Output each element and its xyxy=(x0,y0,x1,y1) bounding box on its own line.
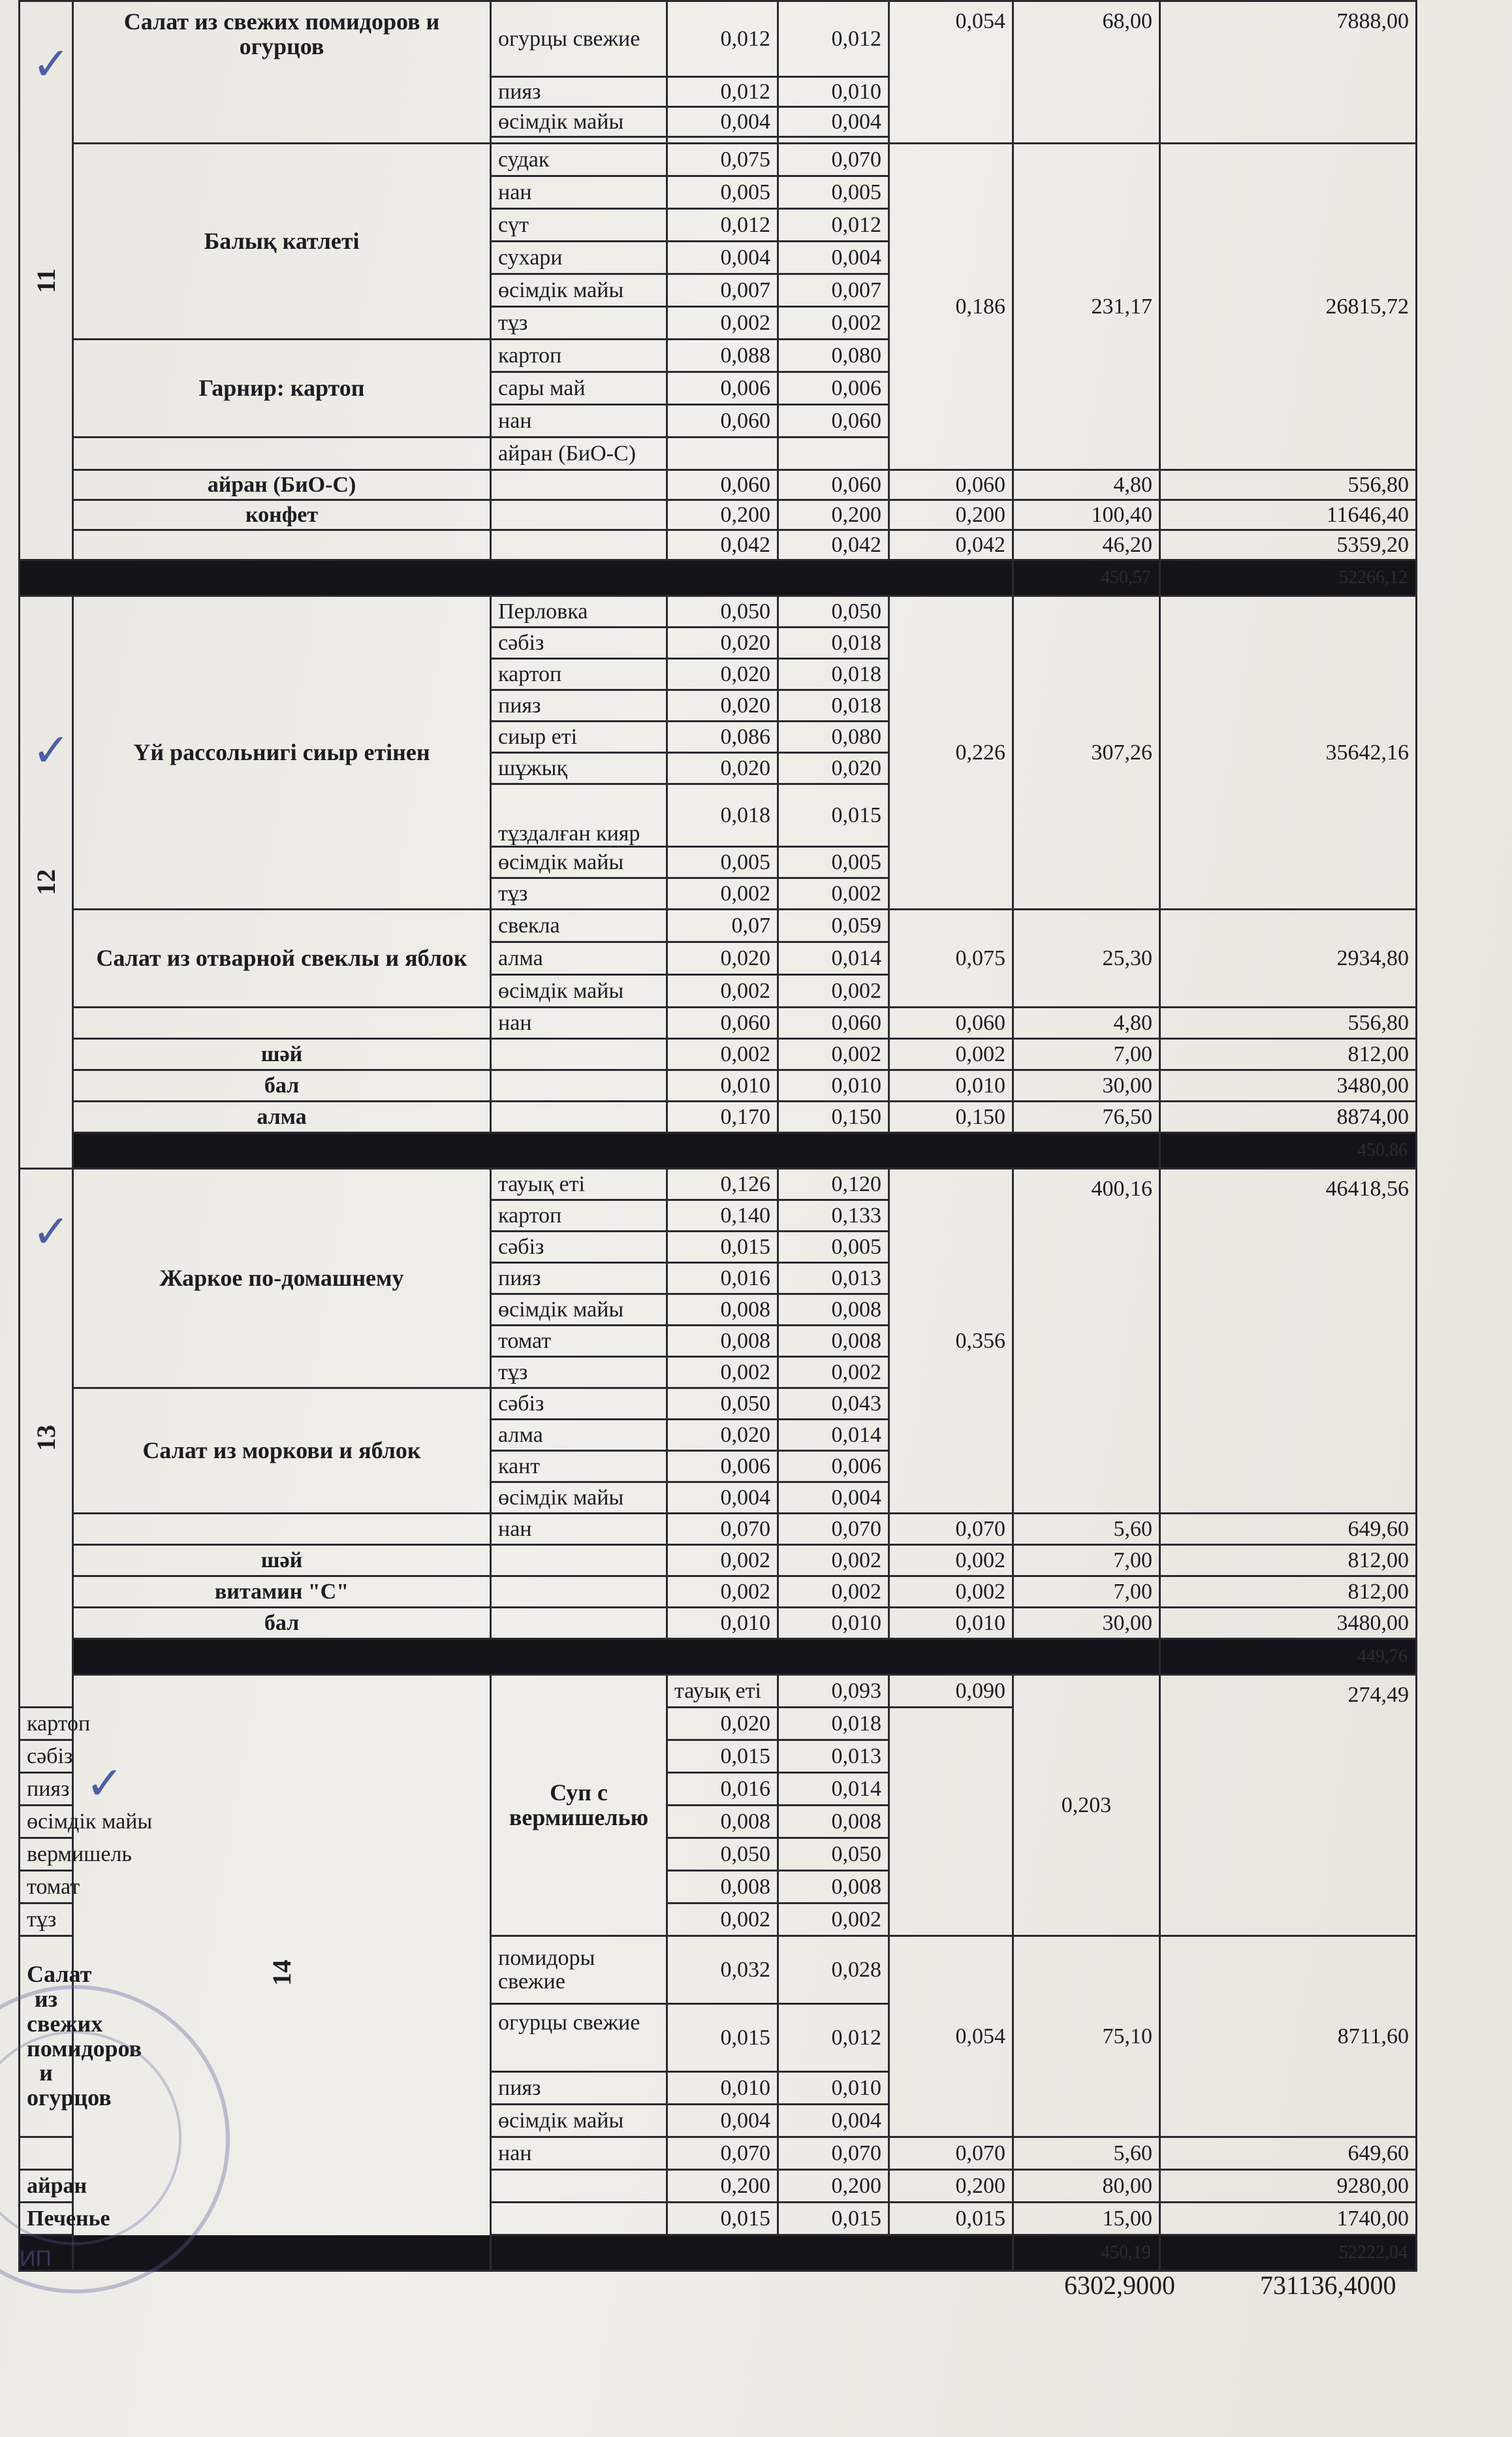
portion-cell: 0,002 xyxy=(889,1039,1013,1070)
netto-cell: 0,002 xyxy=(778,1903,889,1936)
sum-cell: 812,00 xyxy=(1160,1576,1417,1608)
ingredient-name: томат xyxy=(491,1326,667,1357)
ingredient-name: нан xyxy=(491,1514,667,1545)
netto-cell: 0,060 xyxy=(778,1008,889,1039)
netto-cell: 0,010 xyxy=(778,1070,889,1102)
sum-cell: 7888,00 xyxy=(1160,1,1417,144)
portion-cell: 0,203 xyxy=(1013,1675,1160,1936)
brutto-cell: 0,010 xyxy=(667,1070,778,1102)
portion-cell: 0,226 xyxy=(889,596,1013,910)
netto-cell: 0,012 xyxy=(778,1,889,77)
netto-cell: 0,018 xyxy=(778,628,889,659)
portion-cell: 0,015 xyxy=(889,2203,1013,2235)
price-cell: 5,60 xyxy=(1013,1514,1160,1545)
ingredient-name: сәбіз xyxy=(491,1388,667,1420)
price-cell: 100,40 xyxy=(1013,500,1160,530)
dish-name: Печенье xyxy=(20,2203,73,2235)
netto-cell: 0,012 xyxy=(778,2004,889,2072)
ingredient-name: пияз xyxy=(20,1773,73,1806)
brutto-cell: 0,008 xyxy=(667,1294,778,1326)
netto-cell: 0,059 xyxy=(778,910,889,942)
brutto-cell: 0,07 xyxy=(667,910,778,942)
portion-cell: 0,200 xyxy=(889,500,1013,530)
brutto-cell: 0,018 xyxy=(667,784,778,847)
day-subtotal: 52222,04 xyxy=(1160,2235,1417,2271)
ingredient-name: нан xyxy=(491,2137,667,2170)
brutto-cell: 0,050 xyxy=(667,1838,778,1871)
brutto-cell: 0,032 xyxy=(667,1936,778,2004)
ingredient-name: картоп xyxy=(491,659,667,690)
day-cell: ✓ 14 xyxy=(73,1675,491,2271)
brutto-cell: 0,016 xyxy=(667,1263,778,1294)
portion-cell: 0,070 xyxy=(889,1514,1013,1545)
dish-name: Балық катлеті xyxy=(73,144,491,340)
price-cell: 7,00 xyxy=(1013,1545,1160,1576)
brutto-cell: 0,008 xyxy=(667,1806,778,1838)
netto-cell: 0,014 xyxy=(778,942,889,975)
ingredient-name: алма xyxy=(491,942,667,975)
day-cell: ✓ 11 xyxy=(20,1,73,560)
ingredient-name: судак xyxy=(491,144,667,176)
brutto-cell: 0,060 xyxy=(667,1008,778,1039)
ingredient-name: сәбіз xyxy=(491,628,667,659)
price-cell: 76,50 xyxy=(1013,1102,1160,1133)
netto-cell: 0,002 xyxy=(778,1545,889,1576)
ingredient-name: өсімдік майы xyxy=(491,2105,667,2137)
netto-cell: 0,080 xyxy=(778,340,889,372)
netto-cell: 0,006 xyxy=(778,372,889,405)
price-cell: 4,80 xyxy=(1013,470,1160,500)
day-subtotal: 52266,12 xyxy=(1160,560,1417,596)
brutto-cell: 0,016 xyxy=(667,1773,778,1806)
ingredient-name: огурцы свежие xyxy=(491,2004,667,2072)
sum-cell: 2934,80 xyxy=(1160,910,1417,1008)
price-cell: 5,60 xyxy=(1013,2137,1160,2170)
netto-cell: 0,010 xyxy=(778,2072,889,2105)
brutto-cell: 0,012 xyxy=(667,1,778,77)
netto-cell: 0,002 xyxy=(778,1039,889,1070)
grand-total-sum: 731136,4000 xyxy=(1260,2270,1396,2300)
brutto-cell: 0,060 xyxy=(667,405,778,438)
brutto-cell: 0,004 xyxy=(667,2105,778,2137)
netto-cell: 0,200 xyxy=(778,500,889,530)
brutto-cell: 0,200 xyxy=(667,500,778,530)
brutto-cell: 0,004 xyxy=(667,242,778,274)
sum-cell: 812,00 xyxy=(1160,1545,1417,1576)
netto-cell: 0,002 xyxy=(778,975,889,1008)
price-cell: 75,10 xyxy=(1013,1936,1160,2137)
sum-cell: 11646,40 xyxy=(1160,500,1417,530)
netto-cell: 0,080 xyxy=(778,722,889,753)
netto-cell: 0,004 xyxy=(778,2105,889,2137)
portion-cell: 0,010 xyxy=(889,1070,1013,1102)
brutto-cell: 0,020 xyxy=(667,753,778,784)
ingredient-name: өсімдік майы xyxy=(491,847,667,878)
ingredient-name: тауық еті xyxy=(491,1169,667,1200)
brutto-cell: 0,010 xyxy=(667,2072,778,2105)
sum-cell: 9280,00 xyxy=(1160,2170,1417,2203)
netto-cell: 0,018 xyxy=(778,690,889,722)
netto-cell: 0,005 xyxy=(778,847,889,878)
ingredient-name: тұз xyxy=(491,307,667,340)
dish-name: Үй рассольнигі сиыр етінен xyxy=(73,596,491,910)
netto-cell: 0,002 xyxy=(778,307,889,340)
portion-cell: 0,070 xyxy=(889,2137,1013,2170)
ingredient-name: тауық еті xyxy=(667,1675,778,1708)
netto-cell: 0,015 xyxy=(778,2203,889,2235)
price-cell: 68,00 xyxy=(1013,1,1160,144)
sum-cell: 8711,60 xyxy=(1160,1936,1417,2137)
brutto-cell: 0,050 xyxy=(667,596,778,628)
netto-cell: 0,004 xyxy=(778,107,889,137)
portion-cell: 0,356 xyxy=(889,1169,1013,1514)
ingredient-name: кант xyxy=(491,1451,667,1482)
brutto-cell: 0,126 xyxy=(667,1169,778,1200)
brutto-cell: 0,012 xyxy=(667,77,778,107)
brutto-cell: 0,015 xyxy=(667,1740,778,1773)
netto-cell: 0,042 xyxy=(778,530,889,560)
portion-cell: 0,010 xyxy=(889,1608,1013,1639)
ingredient-name: тұз xyxy=(491,1357,667,1388)
sum-cell: 8874,00 xyxy=(1160,1102,1417,1133)
dish-name: бал xyxy=(73,1070,491,1102)
brutto-cell: 0,002 xyxy=(667,307,778,340)
ingredient-name: сухари xyxy=(491,242,667,274)
brutto-cell: 0,086 xyxy=(667,722,778,753)
ingredient-name: картоп xyxy=(491,1200,667,1232)
dish-name: Жаркое по-домашнему xyxy=(73,1169,491,1388)
brutto-cell: 0,020 xyxy=(667,1420,778,1451)
portion-cell: 0,054 xyxy=(889,1936,1013,2137)
stamp-text: ИП xyxy=(20,2246,52,2271)
price-cell: 7,00 xyxy=(1013,1576,1160,1608)
price-cell: 46,20 xyxy=(1013,530,1160,560)
dish-name: Салат из отварной свеклы и яблок xyxy=(73,910,491,1008)
ingredient-name: айран (БиО-С) xyxy=(491,438,667,470)
sum-cell: 649,60 xyxy=(1160,1514,1417,1545)
netto-cell: 0,150 xyxy=(778,1102,889,1133)
sum-cell: 46418,56 xyxy=(1160,1169,1417,1514)
netto-cell: 0,005 xyxy=(778,1232,889,1263)
sum-cell: 3480,00 xyxy=(1160,1070,1417,1102)
brutto-cell xyxy=(667,438,778,470)
portion-cell: 0,200 xyxy=(889,2170,1013,2203)
ingredient-name: нан xyxy=(491,405,667,438)
ingredient-name: пияз xyxy=(491,2072,667,2105)
brutto-cell: 0,002 xyxy=(667,1903,778,1936)
ingredient-name: сары май xyxy=(491,372,667,405)
ingredient-name: тұз xyxy=(491,878,667,910)
ingredient-name: өсімдік майы xyxy=(491,107,667,137)
sum-cell: 1740,00 xyxy=(1160,2203,1417,2235)
netto-cell: 0,007 xyxy=(778,274,889,307)
portion-cell: 0,002 xyxy=(889,1545,1013,1576)
brutto-cell: 0,020 xyxy=(667,690,778,722)
brutto-cell: 0,008 xyxy=(667,1326,778,1357)
brutto-cell: 0,020 xyxy=(667,1708,778,1740)
netto-cell: 0,028 xyxy=(778,1936,889,2004)
netto-cell: 0,008 xyxy=(778,1871,889,1903)
brutto-cell: 0,008 xyxy=(667,1871,778,1903)
ingredient-name: Перловка xyxy=(491,596,667,628)
brutto-cell: 0,006 xyxy=(667,1451,778,1482)
price-cell: 30,00 xyxy=(1013,1070,1160,1102)
netto-cell: 0,012 xyxy=(778,209,889,242)
netto-cell: 0,020 xyxy=(778,753,889,784)
price-cell: 274,49 xyxy=(1160,1675,1417,1936)
dish-name: алма xyxy=(73,1102,491,1133)
brutto-cell: 0,015 xyxy=(667,1232,778,1263)
netto-cell: 0,050 xyxy=(778,596,889,628)
netto-cell: 0,002 xyxy=(778,878,889,910)
price-cell: 231,17 xyxy=(1013,144,1160,470)
sum-cell: 35642,16 xyxy=(1160,596,1417,910)
brutto-cell: 0,002 xyxy=(667,975,778,1008)
ingredient-name: өсімдік майы xyxy=(491,274,667,307)
netto-cell: 0,008 xyxy=(778,1326,889,1357)
brutto-cell: 0,020 xyxy=(667,659,778,690)
portion-cell: 0,054 xyxy=(889,1,1013,144)
netto-cell: 0,013 xyxy=(778,1740,889,1773)
portion-cell: 0,075 xyxy=(889,910,1013,1008)
dish-name: Суп с вермишелью xyxy=(491,1675,667,1936)
netto-cell: 0,005 xyxy=(778,176,889,209)
grand-total-price: 6302,9000 xyxy=(1064,2270,1175,2300)
ingredient-name: огурцы свежие xyxy=(491,1,667,77)
checkmark-icon: ✓ xyxy=(86,1759,124,1809)
ingredient-name: өсімдік майы xyxy=(491,975,667,1008)
ingredient-name: нан xyxy=(491,176,667,209)
netto-cell: 0,008 xyxy=(778,1806,889,1838)
ingredient-name: пияз xyxy=(491,1263,667,1294)
checkmark-icon: ✓ xyxy=(32,40,71,90)
sum-cell: 556,80 xyxy=(1160,1008,1417,1039)
netto-cell: 0,120 xyxy=(778,1169,889,1200)
ingredient-name: сиыр еті xyxy=(491,722,667,753)
ingredient-name: шұжық xyxy=(491,753,667,784)
price-cell: 30,00 xyxy=(1013,1608,1160,1639)
brutto-cell: 0,015 xyxy=(667,2004,778,2072)
brutto-cell: 0,042 xyxy=(667,530,778,560)
ingredient-name: сәбіз xyxy=(20,1740,73,1773)
portion-cell: 0,002 xyxy=(889,1576,1013,1608)
portion-cell: 0,186 xyxy=(889,144,1013,470)
dish-name: айран xyxy=(20,2170,73,2203)
brutto-cell: 0,010 xyxy=(667,1608,778,1639)
dish-name: Гарнир: картоп xyxy=(73,340,491,438)
dish-name: витамин "С" xyxy=(73,1576,491,1608)
netto-cell: 0,014 xyxy=(778,1773,889,1806)
price-cell: 307,26 xyxy=(1013,596,1160,910)
price-cell: 7,00 xyxy=(1013,1039,1160,1070)
netto-cell: 0,070 xyxy=(778,144,889,176)
ingredient-name: томат xyxy=(20,1871,73,1903)
netto-cell: 0,008 xyxy=(778,1294,889,1326)
brutto-cell: 0,004 xyxy=(667,1482,778,1514)
netto-cell: 0,006 xyxy=(778,1451,889,1482)
ingredient-name: свекла xyxy=(491,910,667,942)
brutto-cell: 0,060 xyxy=(667,470,778,500)
dish-name: айран (БиО-С) xyxy=(73,470,491,500)
netto-cell: 0,043 xyxy=(778,1388,889,1420)
netto-cell: 0,070 xyxy=(778,1514,889,1545)
day-cell: ✓ 13 xyxy=(20,1169,73,1708)
netto-cell: 0,010 xyxy=(778,1608,889,1639)
ingredient-name: алма xyxy=(491,1420,667,1451)
ingredient-name: помидоры свежие xyxy=(491,1936,667,2004)
netto-cell: 0,070 xyxy=(778,2137,889,2170)
netto-cell: 0,133 xyxy=(778,1200,889,1232)
day-subtotal: 450,57 xyxy=(1013,560,1160,596)
brutto-cell: 0,075 xyxy=(667,144,778,176)
ingredient-name: тұз xyxy=(20,1903,73,1936)
ingredient-name: вермишель xyxy=(20,1838,73,1871)
brutto-cell: 0,005 xyxy=(667,847,778,878)
day-subtotal: 450,19 xyxy=(1013,2235,1160,2271)
netto-cell: 0,018 xyxy=(778,1708,889,1740)
ingredient-name: картоп xyxy=(20,1708,73,1740)
brutto-cell: 0,002 xyxy=(667,1576,778,1608)
brutto-cell: 0,020 xyxy=(667,942,778,975)
brutto-cell: 0,093 xyxy=(778,1675,889,1708)
portion-cell: 0,060 xyxy=(889,1008,1013,1039)
sum-cell: 3480,00 xyxy=(1160,1608,1417,1639)
dish-name: Салат из свежих помидоров и огурцов xyxy=(20,1936,73,2137)
brutto-cell: 0,020 xyxy=(667,628,778,659)
netto-cell: 0,060 xyxy=(778,405,889,438)
dish-name: Салат из моркови и яблок xyxy=(73,1388,491,1514)
brutto-cell: 0,005 xyxy=(667,176,778,209)
sum-cell: 5359,20 xyxy=(1160,530,1417,560)
netto-cell: 0,014 xyxy=(778,1420,889,1451)
brutto-cell: 0,015 xyxy=(667,2203,778,2235)
price-cell: 80,00 xyxy=(1013,2170,1160,2203)
portion-cell: 0,060 xyxy=(889,470,1013,500)
brutto-cell: 0,070 xyxy=(667,1514,778,1545)
netto-cell: 0,002 xyxy=(778,1576,889,1608)
day-cell: ✓ 12 xyxy=(20,596,73,1169)
day-subtotal: 449,76 xyxy=(1160,1639,1417,1675)
price-cell: 4,80 xyxy=(1013,1008,1160,1039)
brutto-cell: 0,170 xyxy=(667,1102,778,1133)
sum-cell: 812,00 xyxy=(1160,1039,1417,1070)
netto-cell: 0,013 xyxy=(778,1263,889,1294)
ingredient-name: пияз xyxy=(491,77,667,107)
brutto-cell: 0,007 xyxy=(667,274,778,307)
price-cell: 25,30 xyxy=(1013,910,1160,1008)
sum-cell: 649,60 xyxy=(1160,2137,1417,2170)
ingredient-name: сүт xyxy=(491,209,667,242)
ingredient-name: өсімдік майы xyxy=(20,1806,73,1838)
netto-cell: 0,002 xyxy=(778,1357,889,1388)
brutto-cell: 0,070 xyxy=(667,2137,778,2170)
netto-cell: 0,015 xyxy=(778,784,889,847)
ingredient-name: картоп xyxy=(491,340,667,372)
brutto-cell: 0,200 xyxy=(667,2170,778,2203)
ingredient-name: тұздалған кияр xyxy=(491,784,667,847)
brutto-cell: 0,002 xyxy=(667,878,778,910)
dish-name: бал xyxy=(73,1608,491,1639)
checkmark-icon: ✓ xyxy=(32,726,71,776)
brutto-cell: 0,004 xyxy=(667,107,778,137)
brutto-cell: 0,140 xyxy=(667,1200,778,1232)
brutto-cell: 0,050 xyxy=(667,1388,778,1420)
ingredient-name: өсімдік майы xyxy=(491,1482,667,1514)
netto-cell: 0,050 xyxy=(778,1838,889,1871)
netto-cell: 0,010 xyxy=(778,77,889,107)
ingredient-name: өсімдік майы xyxy=(491,1294,667,1326)
dish-name: шәй xyxy=(73,1545,491,1576)
brutto-cell: 0,012 xyxy=(667,209,778,242)
brutto-cell: 0,002 xyxy=(667,1545,778,1576)
dish-name: шәй xyxy=(73,1039,491,1070)
brutto-cell: 0,088 xyxy=(667,340,778,372)
day-subtotal: 450,86 xyxy=(1160,1133,1417,1169)
dish-name: Салат из свежих помидоров и огурцов xyxy=(73,1,491,144)
ingredient-name: пияз xyxy=(491,690,667,722)
portion-cell: 0,042 xyxy=(889,530,1013,560)
brutto-cell: 0,002 xyxy=(667,1357,778,1388)
netto-cell: 0,004 xyxy=(778,242,889,274)
brutto-cell: 0,006 xyxy=(667,372,778,405)
price-cell: 15,00 xyxy=(1013,2203,1160,2235)
dish-name: конфет xyxy=(73,500,491,530)
netto-cell: 0,018 xyxy=(778,659,889,690)
menu-cost-table xyxy=(18,0,1417,2272)
netto-cell: 0,090 xyxy=(889,1675,1013,1708)
sum-cell: 556,80 xyxy=(1160,470,1417,500)
price-cell: 400,16 xyxy=(1013,1169,1160,1514)
netto-cell: 0,060 xyxy=(778,470,889,500)
sum-cell: 26815,72 xyxy=(1160,144,1417,470)
ingredient-name: нан xyxy=(491,1008,667,1039)
checkmark-icon: ✓ xyxy=(32,1207,71,1258)
ingredient-name: сәбіз xyxy=(491,1232,667,1263)
portion-cell: 0,150 xyxy=(889,1102,1013,1133)
brutto-cell: 0,002 xyxy=(667,1039,778,1070)
netto-cell xyxy=(778,438,889,470)
netto-cell: 0,200 xyxy=(778,2170,889,2203)
netto-cell: 0,004 xyxy=(778,1482,889,1514)
